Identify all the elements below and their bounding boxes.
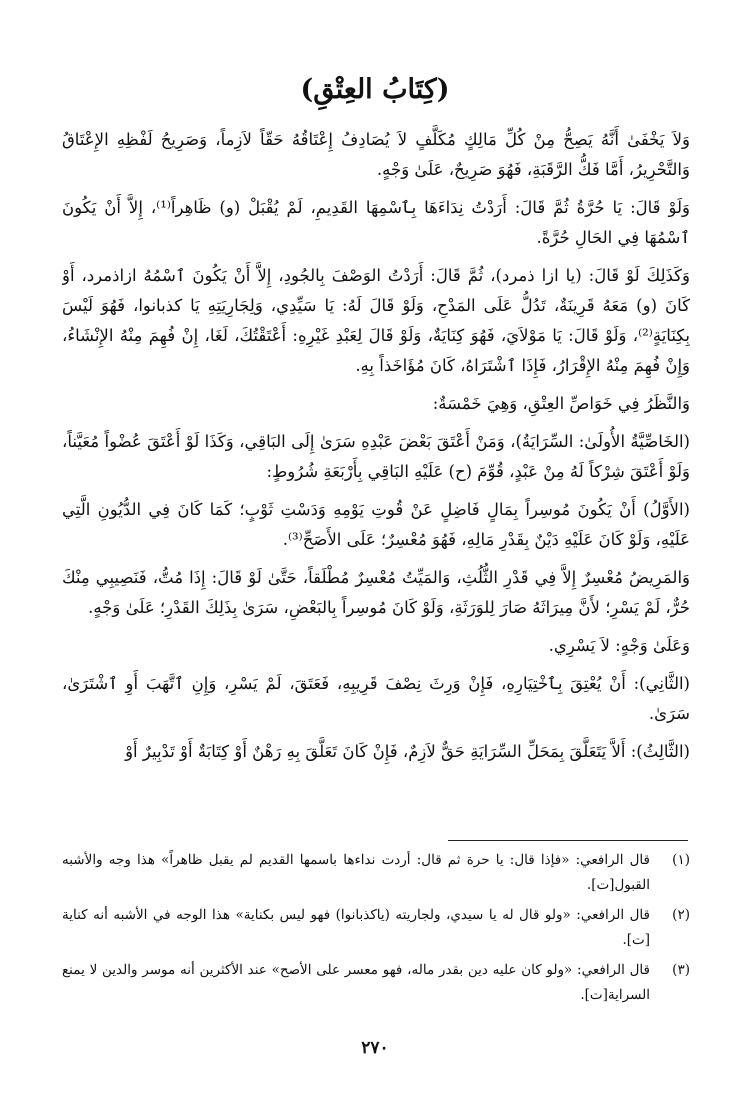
chapter-title: (كِتَابُ العِتْقِ) — [300, 74, 450, 105]
footnote-number: (١) — [672, 852, 690, 868]
footnote-text: قال الرافعي: «ولو كان عليه دين بقدر ماله، فهو معسر على الأصح» عند الأكثرين أنه موسر والدين لا يمنع السراية[ت]. — [62, 962, 650, 1003]
paragraph: وَلَوْ قَالَ: يَا حُرَّةُ ثُمَّ قَالَ: أَرَدْتُ نِدَاءَهَا بِٱسْمِهَا القَدِيمِ، لَمْ يُقْبَلْ (و) ظَاهِراً⁽¹⁾، إِلاَّ أَنْ يَكُونَ ٱسْمُهَا فِي الحَالِ حُرَّةً. — [62, 198, 690, 247]
paragraph: وَكَذَلِكَ لَوْ قَالَ: (يا ازا ذمرد)، ثُمَّ قَالَ: أَرَدْتُ الوَصْفَ بِالجُودِ، إِلاَّ أَنْ يَكُونَ ٱسْمُهُ ازاذمرد، أَوْ كَانَ (و) مَعَهُ قَرِينَةٌ، تَدُلُّ عَلَى المَدْحِ، وَلَوْ قَالَ لَهُ: يَا سَيِّدِي، وَلِجَارِيَتِهِ يَا كذبانوا، فَهُوَ لَيْسَ بِكِنَايَةٍ⁽²⁾، وَلَوْ قَالَ: يَا مَوْلاَيَ، فَهُوَ كِنَايَةٌ، وَلَوْ قَالَ لِعَبْدِ غَيْرِهِ: أَعْتَقْتُكَ، لَغَا، إِنْ فُهِمَ مِنْهُ الإِنْشَاءُ، وَإِنْ فُهِمَ مِنْهُ الإِقْرَارُ، فَإِذَا ٱشْتَرَاهُ، كَانَ مُؤَاخَذاً بِهِ. — [62, 266, 690, 375]
paragraph: وَالمَرِيضُ مُعْسِرٌ إِلاَّ فِي قَدْرِ الثُّلُثِ، وَالمَيِّتُ مُعْسِرٌ مُطْلَقاً، حَتَّىٰ لَوْ قَالَ: إِذَا مُتُّ، فَنَصِيبِي مِنْكَ حُرٌّ، لَمْ يَسْرِ؛ لأَنَّ مِيرَاثَهُ صَارَ لِلوَرَثَةِ، وَلَوْ كَانَ مُوسِراً بِالبَعْضِ، سَرَىٰ بِذَلِكَ القَدْرِ؛ عَلَىٰ وَجْهٍ. — [62, 568, 690, 617]
footnote-number: (٣) — [672, 962, 690, 978]
paragraph: (الثَّانِي): أَنْ يُعْتِقَ بِٱخْتِيَارِهِ، فَإِنْ وَرِثَ نِصْفَ قَرِيبِهِ، فَعَتَقَ، لَمْ يَسْرِ، وَإِنِ ٱتَّهَبَ أَوِ ٱشْتَرَىٰ، سَرَىٰ. — [62, 674, 690, 723]
paragraph: وَالنَّظَرُ فِي خَوَاصِّ العِتْقِ، وَهِيَ خَمْسَةٌ: — [432, 394, 690, 413]
footnote — [62, 903, 690, 953]
page-number: ٢٧٠ — [361, 1038, 389, 1058]
footnote-number: (٢) — [672, 907, 690, 923]
paragraph: (الخَاصِّيَّةُ الأُولَىٰ: السِّرَايَةُ)، وَمَنْ أَعْتَقَ بَعْضَ عَبْدِهِ سَرَىٰ إِلَى البَاقِي، وَكَذَا لَوْ أَعْتَقَ عُضْواً مُعَيَّناً، وَلَوْ أَعْتَقَ شِرْكاً لَهُ مِنْ عَبْدٍ، قُوِّمَ (ح) عَلَيْهِ البَاقِي بِأَرْبَعَةِ شُرُوطٍ: — [62, 432, 690, 481]
paragraph: وَلاَ يَخْفَىٰ أَنَّهُ يَصِحُّ مِنْ كُلِّ مَالِكٍ مُكَلَّفٍ لاَ يُصَادِفُ إِعْتَاقُهُ حَقّاً لاَزِماً، وَصَرِيحُ لَفْظِهِ الإِعْتَاقُ وَالتَّحْرِيرُ، أَمَّا فَكُّ الرَّقَبَةِ، فَهُوَ صَرِيحٌ، عَلَىٰ وَجْهٍ. — [62, 130, 690, 179]
footnote-text: قال الرافعي: «فإذا قال: يا حرة ثم قال: أردت نداءها باسمها القديم لم يقبل ظاهراً» هذا وجه والأشبه القبول[ت]. — [62, 852, 650, 893]
main-text — [62, 125, 690, 775]
footnote — [62, 958, 690, 1008]
paragraph: (الثَّالِثُ): أَلاَّ يَتَعَلَّقَ بِمَحَلِّ السِّرَايَةِ حَقٌّ لاَزِمٌ، فَإِنْ كَانَ تَعَلَّقَ بِهِ رَهْنٌ أَوْ كِتَابَةٌ أَوْ تَدْبِيرٌ أَوْ — [125, 742, 690, 761]
footnote-divider — [448, 840, 688, 841]
footnote — [62, 848, 690, 898]
footnote-text: قال الرافعي: «ولو قال له يا سيدي، ولجاريته (ياكذبانوا) فهو ليس بكناية» هذا الوجه في الأشبه أنه كناية [ت]. — [62, 907, 650, 948]
paragraph: وَعَلَىٰ وَجْهٍ: لاَ يَسْرِي. — [548, 636, 690, 655]
paragraph: (الأَوَّلُ) أَنْ يَكُونَ مُوسِراً بِمَالٍ فَاضِلٍ عَنْ قُوتِ يَوْمِهِ وَدَسْتِ ثَوْبٍ؛ كَمَا كَانَ فِي الدُّيُونِ الَّتِي عَلَيْهِ، وَلَوْ كَانَ عَلَيْهِ دَيْنٌ بِقَدْرِ مَالِهِ، فَهُوَ مُعْسِرٌ؛ عَلَى الأَصَحِّ⁽³⁾. — [62, 500, 690, 549]
footnotes — [62, 848, 690, 1013]
